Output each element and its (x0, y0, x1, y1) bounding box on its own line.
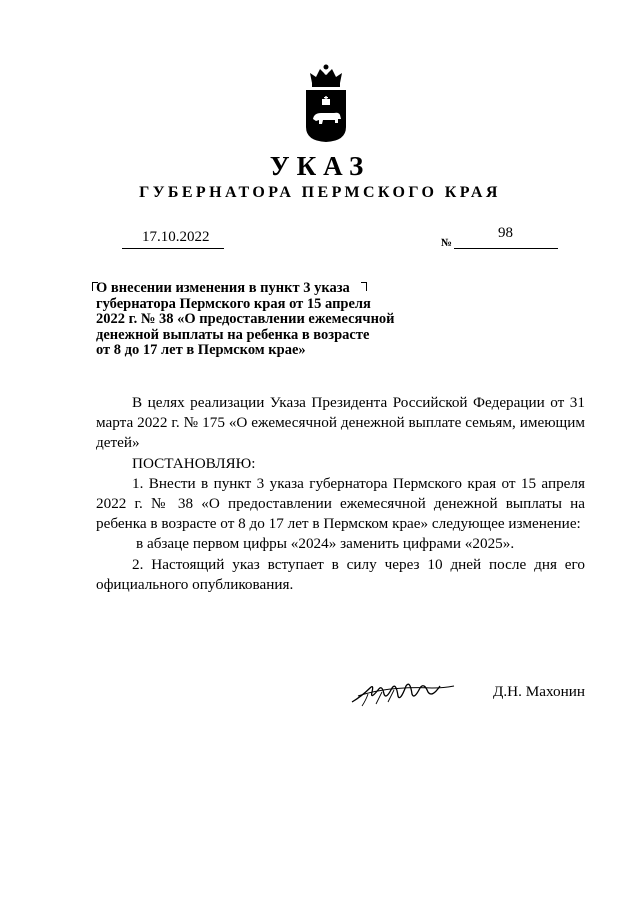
document-subtitle: ГУБЕРНАТОРА ПЕРМСКОГО КРАЯ (139, 184, 501, 201)
subject-line: губернатора Пермского края от 15 апреля (96, 295, 371, 312)
item-1-paragraph: 1. Внести в пункт 3 указа губернатора Пермского края от 15 апреля 2022 г. № 38 «О предоставлении ежемесячной денежной выплаты на ребенка в возрасте от 8 до 17 лет в Пермском крае» следующее изменение: (96, 474, 585, 533)
date-underline (122, 248, 224, 249)
crown-icon (310, 65, 342, 88)
coat-of-arms-emblem (303, 63, 349, 143)
subject-line: О внесении изменения в пункт 3 указа (96, 280, 350, 296)
document-date: 17.10.2022 (142, 229, 210, 245)
document-number: 98 (498, 225, 513, 241)
number-underline (454, 248, 558, 249)
subject-line: от 8 до 17 лет в Пермском крае» (96, 342, 306, 358)
document-title: УКАЗ (269, 151, 371, 181)
number-sign: № (441, 237, 453, 249)
signer-name: Д.Н. Махонин (493, 683, 585, 700)
item-1-sub-paragraph: в абзаце первом цифры «2024» заменить цифрами «2025». (136, 535, 515, 553)
preamble-paragraph: В целях реализации Указа Президента Российской Федерации от 31 марта 2022 г. № 175 «О ежемесячной денежной выплате семьям, имеющим детей» (96, 394, 585, 452)
subject-line: денежной выплаты на ребенка в возрасте (96, 326, 370, 343)
subject-line: 2022 г. № 38 «О предоставлении ежемесячной (96, 311, 395, 327)
handwritten-signature (348, 672, 458, 712)
item-2-paragraph: 2. Настоящий указ вступает в силу через 10 дней после дня его официального опубликования. (96, 555, 585, 593)
document-subject (96, 281, 426, 359)
document-body (96, 393, 585, 595)
decree-word: ПОСТАНОВЛЯЮ: (132, 454, 256, 472)
